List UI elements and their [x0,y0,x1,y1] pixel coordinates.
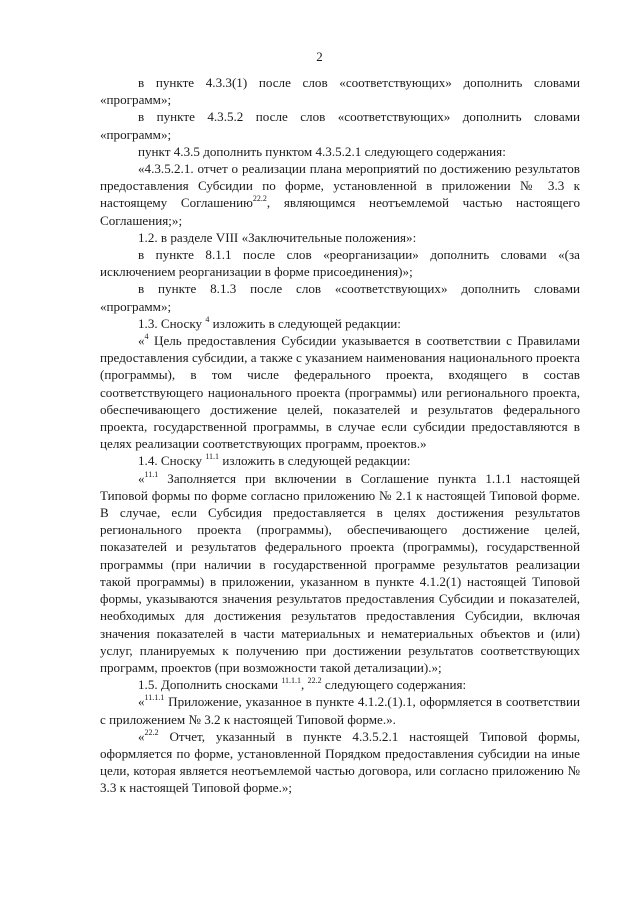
paragraph: 1.5. Дополнить сносками $^{11.1.1}$, $^{22.2}$ следующего содержания: [138,676,467,693]
paragraph: в пункте 8.1.3 после слов «соответствующих» дополнить словами «программ»; [100,281,580,314]
page-number: 2 [316,49,323,64]
paragraph: «4.3.5.2.1. отчет о реализации плана мероприятий по достижению результатов предоставления Субсидии по форме, установленной в приложении № 3.3 к настоящему Соглашению$^{22.2}$, являющимся неотъемлемой частью настоящего Соглашения;»; [100,161,580,228]
footnote-ref: 22.2 [252,194,267,204]
paragraph: «$^{11.1.1}$ Приложение, указанное в пункте 4.1.2.(1).1, оформляется в соответствии с приложением № 3.2 к настоящей Типовой форме.». [100,693,580,727]
footnote-ref: 11.1.1 [144,693,165,703]
paragraph: «$^{11.1}$ Заполняется при включении в Соглашение пункта 1.1.1 настоящей Типовой формы по форме согласно приложению № 2.1 к настоящей Типовой форме. В случае, если Субсидия предоставляется в целях достижения результатов регионального проекта (программы), обеспечивающего достижение целей, показателей и результатов федерального проекта (программы), государственной программы (при наличии в государственной программе результатов реализации такой программы) в приложении, указанном в пункте 4.1.2(1) настоящей Типовой формы, указываются значения результатов предоставления Субсидии и показателей, необходимых для достижения результатов предоставления Субсидии, включая значения показателей в части материальных и нематериальных объектов и (или) услуг, планируемых к получению при достижении результатов соответствующих программ, проектов (при возможности такой детализации).»; [100,469,580,675]
footnote-ref: 11.1 [205,452,220,462]
paragraph: пункт 4.3.5 дополнить пунктом 4.3.5.2.1 следующего содержания: [138,143,506,159]
footnote-ref: 22.2 [144,727,159,737]
paragraph: 1.3. Сноску $^4$ изложить в следующей редакции: [138,314,401,331]
footnote-ref: 11.1 [144,469,159,479]
footnote-ref: 4 [205,314,210,324]
footnote-ref: 11.1.1 [281,676,302,686]
paragraph: «$^{22.2}$ Отчет, указанный в пункте 4.3.5.2.1 настоящей Типовой формы, оформляется по форме, установленной Порядком предоставления субсидии на иные цели, которая является неотъемлемой частью договора, или согласно приложению № 3.3 к настоящей Типовой форме.»; [100,727,580,796]
paragraph: в пункте 8.1.1 после слов «реорганизации» дополнить словами «(за исключением реорганизации в форме присоединения)»; [100,247,580,280]
footnote-ref: 4 [144,332,149,342]
paragraph: в пункте 4.3.3(1) после слов «соответствующих» дополнить словами «программ»; [100,75,580,108]
paragraph: 1.4. Сноску $^{11.1}$ изложить в следующей редакции: [138,452,411,469]
document-body [100,74,580,797]
paragraph: в пункте 4.3.5.2 после слов «соответствующих» дополнить словами «программ»; [100,109,580,142]
paragraph: 1.2. в разделе VIII «Заключительные положения»: [138,229,417,245]
footnote-ref: 22.2 [307,676,322,686]
paragraph: «$^4$ Цель предоставления Субсидии указывается в соответствии с Правилами предоставления субсидии, а также с указанием наименования национального проекта (программы), в том числе федерального проекта, входящего в состав соответствующего национального проекта (программы) или регионального проекта, обеспечивающего достижение целей, показателей и результатов федерального проекта, государственной программы, в случае если субсидии предоставляются в целях реализации соответствующих программ, проектов.» [100,332,580,452]
